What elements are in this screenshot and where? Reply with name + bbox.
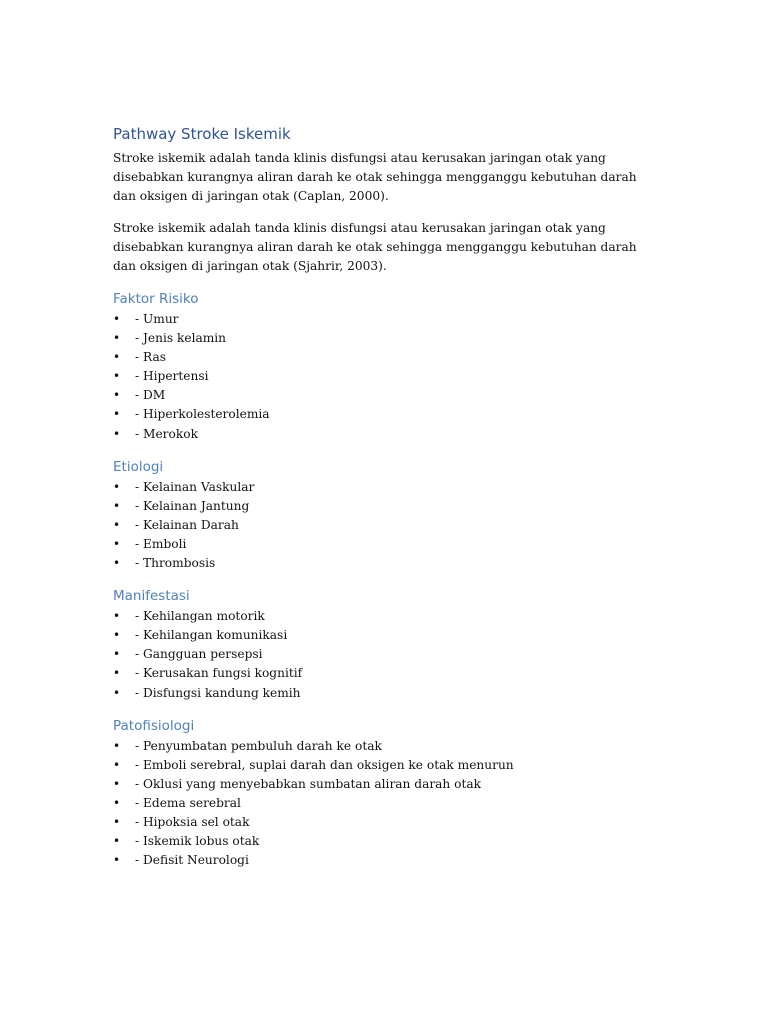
list-item <box>113 684 658 703</box>
bullet-icon: • <box>113 426 121 441</box>
bullet-icon: • <box>113 407 121 422</box>
list-item <box>113 535 658 554</box>
bullet-icon: • <box>113 666 121 681</box>
bullet-icon: • <box>113 536 121 551</box>
bullet-icon: • <box>113 369 121 384</box>
list-item-text: - Hipoksia sel otak <box>135 814 250 829</box>
bullet-icon: • <box>113 776 121 791</box>
list-item <box>113 516 658 535</box>
list-item <box>113 664 658 683</box>
list-item <box>113 348 658 367</box>
list-item-text: - Hipertensi <box>135 369 209 384</box>
bullet-icon: • <box>113 795 121 810</box>
section-heading: Manifestasi <box>113 588 190 605</box>
section-heading: Patofisiologi <box>113 717 195 734</box>
list-item <box>113 645 658 664</box>
bullet-icon: • <box>113 350 121 365</box>
list-item-text: - Jenis kelamin <box>135 331 227 346</box>
list-item <box>113 775 658 794</box>
list-item <box>113 737 658 756</box>
sections-container <box>113 289 658 870</box>
bullet-icon: • <box>113 685 121 700</box>
bullet-icon: • <box>113 853 121 868</box>
bullet-icon: • <box>113 388 121 403</box>
document-page <box>113 124 658 883</box>
bullet-icon: • <box>113 517 121 532</box>
list-item <box>113 756 658 775</box>
bullet-icon: • <box>113 556 121 571</box>
list-item-text: - Kehilangan komunikasi <box>135 628 288 643</box>
list-item-text: - Defisit Neurologi <box>135 853 249 868</box>
list-item-text: - Merokok <box>135 426 198 441</box>
bullet-icon: • <box>113 479 121 494</box>
list-item <box>113 626 658 645</box>
list-item-text: - DM <box>135 388 166 403</box>
list-item-text: - Disfungsi kandung kemih <box>135 685 301 700</box>
list-item-text: - Kelainan Jantung <box>135 498 250 513</box>
bullet-icon: • <box>113 834 121 849</box>
bullet-list <box>113 607 658 702</box>
list-item <box>113 497 658 516</box>
bullet-icon: • <box>113 757 121 772</box>
list-item <box>113 386 658 405</box>
list-item <box>113 310 658 329</box>
list-item <box>113 607 658 626</box>
list-item <box>113 329 658 348</box>
list-item-text: - Umur <box>135 312 179 326</box>
list-item-text: - Kerusakan fungsi kognitif <box>135 666 303 681</box>
bullet-icon: • <box>113 609 121 624</box>
list-item-text: - Kelainan Vaskular <box>135 479 255 494</box>
list-item-text: - Gangguan persepsi <box>135 647 263 662</box>
list-item-text: - Thrombosis <box>135 556 216 571</box>
intro-paragraph-2: Stroke iskemik adalah tanda klinis disfungsi atau kerusakan jaringan otak yang disebabkan kurangnya aliran darah ke otak sehingga mengganggu kebutuhan darah dan oksigen di jaringan otak (Sjahrir, 2003). <box>113 221 637 273</box>
list-item <box>113 851 658 870</box>
list-item <box>113 367 658 386</box>
section-heading: Etiologi <box>113 458 164 475</box>
list-item-text: - Iskemik lobus otak <box>135 834 260 849</box>
bullet-icon: • <box>113 312 121 326</box>
bullet-icon: • <box>113 647 121 662</box>
bullet-list <box>113 478 658 573</box>
list-item <box>113 405 658 424</box>
list-item-text: - Edema serebral <box>135 795 241 810</box>
list-item-text: - Emboli serebral, suplai darah dan oksigen ke otak menurun <box>135 757 514 772</box>
list-item-text: - Ras <box>135 350 166 365</box>
list-item-text: - Oklusi yang menyebabkan sumbatan aliran darah otak <box>135 776 482 791</box>
document-title: Pathway Stroke Iskemik <box>113 125 291 143</box>
list-item <box>113 478 658 497</box>
bullet-list <box>113 310 658 444</box>
list-item-text: - Hiperkolesterolemia <box>135 407 270 422</box>
intro-paragraph-1: Stroke iskemik adalah tanda klinis disfungsi atau kerusakan jaringan otak yang disebabkan kurangnya aliran darah ke otak sehingga mengganggu kebutuhan darah dan oksigen di jaringan otak (Caplan, 2000). <box>113 151 637 203</box>
bullet-icon: • <box>113 628 121 643</box>
list-item <box>113 554 658 573</box>
section-heading: Faktor Risiko <box>113 291 199 307</box>
bullet-icon: • <box>113 738 121 753</box>
list-item <box>113 425 658 444</box>
bullet-list <box>113 737 658 871</box>
list-item <box>113 813 658 832</box>
bullet-icon: • <box>113 498 121 513</box>
list-item <box>113 832 658 851</box>
list-item <box>113 794 658 813</box>
list-item-text: - Kehilangan motorik <box>135 609 265 624</box>
list-item-text: - Emboli <box>135 536 187 551</box>
list-item-text: - Kelainan Darah <box>135 517 239 532</box>
bullet-icon: • <box>113 331 121 346</box>
list-item-text: - Penyumbatan pembuluh darah ke otak <box>135 738 382 753</box>
bullet-icon: • <box>113 814 121 829</box>
